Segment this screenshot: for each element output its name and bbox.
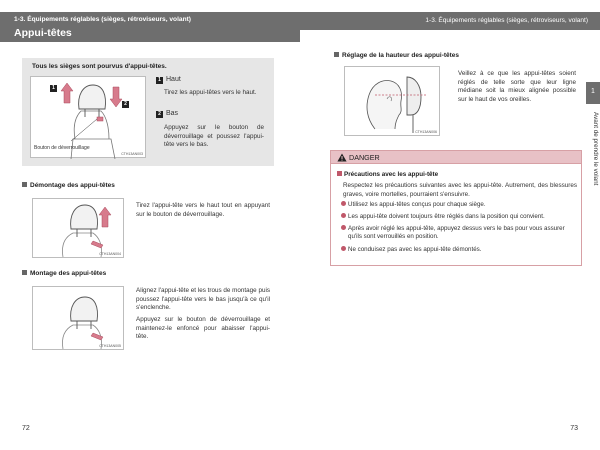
installation-text-2: Appuyez sur le bouton de déverrouillage et maintenez-le enfoncé pour abaisser l'appui-tête.	[136, 316, 270, 340]
installation-figure	[32, 286, 124, 350]
page-header	[0, 12, 300, 42]
removal-heading: Démontage des appui-têtes	[22, 182, 115, 189]
danger-bullet: Utilisez les appui-têtes conçus pour chaque siège.	[341, 201, 579, 209]
danger-bullet: Les appui-tête doivent toujours être réglés dans la position qui convient.	[341, 213, 579, 221]
section-square-icon	[334, 52, 339, 57]
item-down-title: Bas	[166, 110, 179, 117]
section-square-icon	[22, 182, 27, 187]
danger-intro: Respectez les précautions suivantes avec les appui-tête. Autrement, des blessures graves, voire mortelles, pourraient s'ensuivre.	[343, 182, 577, 198]
callout-2: 2	[122, 101, 129, 108]
item-up-text: Tirez les appui-têtes vers le haut.	[164, 89, 257, 96]
warning-icon	[337, 153, 347, 162]
figure-code: CTH13AN005	[99, 344, 121, 348]
section-square-icon	[337, 171, 342, 176]
figure-code: CTH13AN006	[415, 130, 437, 134]
figure-code: CTH13AN004	[99, 252, 121, 256]
bullet-dot-icon	[341, 213, 346, 218]
installation-heading: Montage des appui-têtes	[22, 270, 106, 277]
installation-text-1: Alignez l'appui-tête et les trous de montage puis poussez l'appui-tête vers le bas jusqu'à ce qu'il s'enclenche.	[136, 287, 270, 311]
callout-1: 1	[50, 85, 57, 92]
page-header	[300, 12, 600, 30]
right-page	[300, 0, 600, 450]
chapter-title: 1-3. Équipements réglables (sièges, rétroviseurs, volant)	[425, 17, 588, 24]
intro-box	[22, 58, 274, 166]
bullet-dot-icon	[341, 225, 346, 230]
height-adjust-text: Veillez à ce que les appui-têtes soient réglés de telle sorte que leur ligne médiane soit la mieux alignée possible sur le haut de vos oreilles.	[458, 70, 576, 103]
item-down-text: Appuyez sur le bouton de déverrouillage et poussez l'appui-tête vers le bas.	[164, 124, 264, 148]
bullet-dot-icon	[341, 246, 346, 251]
page-number: 72	[22, 425, 30, 432]
item-down-number: 2	[156, 111, 163, 118]
danger-box	[330, 150, 582, 266]
item-up-title: Haut	[166, 76, 181, 83]
item-up-number: 1	[156, 77, 163, 84]
item-up	[156, 76, 266, 85]
danger-bullet: Après avoir réglé les appui-tête, appuyez dessus vers le bas pour vous assurer qu'ils sont verrouillés en position.	[341, 225, 579, 242]
intro-heading: Tous les sièges sont pourvus d'appui-têtes.	[32, 63, 167, 70]
section-square-icon	[22, 270, 27, 275]
bullet-dot-icon	[341, 201, 346, 206]
page-number: 73	[570, 425, 578, 432]
installation-illustration	[33, 287, 125, 351]
chapter-tab[interactable]	[586, 82, 600, 104]
danger-label: DANGER	[349, 153, 380, 162]
chapter-title: 1-3. Équipements réglables (sièges, rétroviseurs, volant)	[14, 16, 191, 23]
release-button-label: Bouton de déverrouillage	[34, 145, 90, 151]
chapter-tab-label: Avant de prendre le volant	[592, 112, 599, 186]
chapter-tab-number: 1	[591, 88, 595, 95]
height-adjust-heading: Réglage de la hauteur des appui-têtes	[334, 52, 459, 59]
figure-code: CTH13AN003	[121, 152, 143, 156]
headrest-adjust-figure	[30, 76, 146, 158]
page-title: Appui-têtes	[14, 27, 72, 39]
height-adjust-figure	[344, 66, 440, 136]
danger-header	[331, 151, 581, 164]
removal-illustration	[33, 199, 125, 259]
item-down	[156, 110, 266, 119]
removal-figure	[32, 198, 124, 258]
danger-subheading: Précautions avec les appui-tête	[337, 171, 438, 180]
danger-bullet: Ne conduisez pas avec les appui-tête démontés.	[341, 246, 579, 254]
removal-text: Tirez l'appui-tête vers le haut tout en appuyant sur le bouton de déverrouillage.	[136, 202, 270, 218]
height-adjust-illustration	[345, 67, 441, 137]
